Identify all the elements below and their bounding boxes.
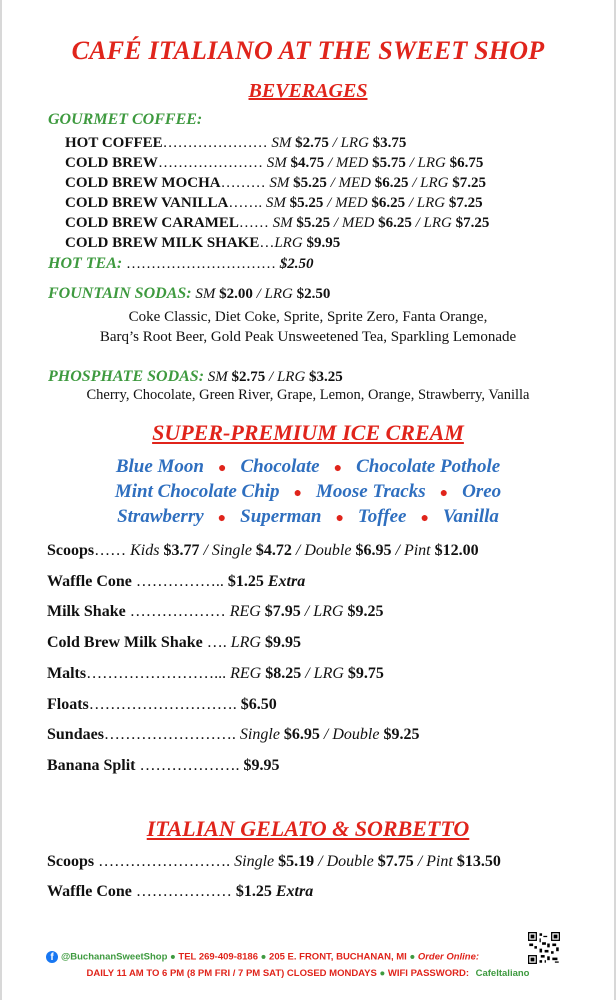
leader-dots: ……………… xyxy=(131,883,232,900)
menu-item-name: Sundaes xyxy=(47,726,104,743)
leader-dots: ……………………. xyxy=(94,853,231,870)
size-label: MED xyxy=(341,215,375,231)
leader-dots: …… xyxy=(94,542,127,559)
footer-bullet: ● xyxy=(170,951,176,963)
coffee-item-prices xyxy=(273,215,490,231)
price-separator: / xyxy=(314,853,327,870)
flavor-name: Blue Moon xyxy=(115,456,204,477)
menu-item-name: Floats xyxy=(47,696,89,713)
coffee-item-prices xyxy=(266,195,483,211)
footer-address: 205 E. FRONT, BUCHANAN, MI xyxy=(269,951,407,963)
hot-tea-price: $2.50 xyxy=(279,256,314,272)
price-value: $3.77 xyxy=(163,542,200,559)
coffee-item-prices xyxy=(274,235,340,251)
footer-wifi-password: CafeItaliano xyxy=(475,968,530,979)
phosphate-sodas-row xyxy=(48,368,343,386)
leader-dots: ……………………... xyxy=(86,665,227,682)
price-value: $8.25 xyxy=(265,665,302,682)
price-separator: / xyxy=(324,155,336,171)
flavor-name: Oreo xyxy=(462,481,502,502)
price-value: $2.00 xyxy=(219,286,253,302)
hot-tea-row xyxy=(48,255,313,273)
coffee-item-name: HOT COFFEE xyxy=(65,135,163,151)
price-value: $6.95 xyxy=(355,542,392,559)
flavor-bullet: ● xyxy=(217,511,227,526)
fountain-sodas-list-2: Barq’s Root Beer, Gold Peak Unsweetened Tea, Sparkling Lemonade xyxy=(99,329,517,345)
gelato-heading: ITALIAN GELATO & SORBETTO xyxy=(146,816,470,841)
menu-title: CAFÉ ITALIANO AT THE SWEET SHOP xyxy=(71,36,545,65)
menu-item-prices xyxy=(230,665,384,682)
flavor-row xyxy=(0,506,616,528)
size-label: Single xyxy=(211,542,252,559)
leader-dots: … xyxy=(259,235,275,251)
price-value: $9.25 xyxy=(383,726,420,743)
size-label: SM xyxy=(207,369,228,385)
footer-phone: TEL 269-409-8186 xyxy=(178,951,258,963)
price-separator: / xyxy=(405,155,418,171)
menu-item-row xyxy=(47,757,279,775)
price-note: Extra xyxy=(267,573,306,590)
fountain-sodas-row xyxy=(48,285,330,303)
leader-dots: ……………… xyxy=(125,603,226,620)
size-label: LRG xyxy=(313,665,344,682)
leader-dots: ……… xyxy=(220,175,266,191)
size-label: Kids xyxy=(130,542,160,559)
size-label: SM xyxy=(271,135,292,151)
leader-dots: ………………. xyxy=(135,757,240,774)
flavor-row xyxy=(0,456,616,478)
price-value: $7.25 xyxy=(455,215,490,231)
price-separator: / xyxy=(411,215,424,231)
leader-dots: ………………………. xyxy=(88,696,237,713)
price-separator: / xyxy=(408,175,421,191)
price-separator: / xyxy=(291,542,305,559)
footer-bullet: ● xyxy=(379,968,386,979)
price-separator: / xyxy=(405,195,417,211)
menu-item-prices xyxy=(231,634,301,651)
price-value: $3.25 xyxy=(309,369,343,385)
price-separator: / xyxy=(301,665,314,682)
fountain-sodas-list-1: Coke Classic, Diet Coke, Sprite, Sprite Zero, Fanta Orange, xyxy=(128,309,488,325)
leader-dots: …… xyxy=(238,215,269,231)
flavor-bullet: ● xyxy=(335,511,344,526)
price-value: $9.95 xyxy=(306,235,341,251)
price-value: $7.95 xyxy=(264,603,301,620)
leader-dots: ……. xyxy=(228,195,263,211)
menu-item-row xyxy=(47,853,501,871)
price-value: $6.75 xyxy=(449,155,484,171)
price-value: $9.95 xyxy=(264,634,301,651)
size-label: SM xyxy=(265,195,286,211)
fountain-sodas-prices xyxy=(195,286,330,302)
gourmet-coffee-label: GOURMET COFFEE: xyxy=(48,111,203,128)
price-value: $7.25 xyxy=(452,175,487,191)
price-separator: / xyxy=(326,175,339,191)
size-label: MED xyxy=(338,175,371,191)
coffee-item-row xyxy=(65,215,489,232)
price-value: $4.75 xyxy=(290,155,325,171)
price-value: $9.95 xyxy=(243,757,280,774)
size-label: LRG xyxy=(230,634,261,651)
price-separator: / xyxy=(328,135,341,151)
size-label: MED xyxy=(335,195,368,211)
facebook-handle: @BuchananSweetShop xyxy=(61,951,168,963)
size-label: Double xyxy=(332,726,380,743)
coffee-item-row xyxy=(65,135,406,152)
leader-dots: ………………… xyxy=(162,135,268,151)
size-label: LRG xyxy=(417,155,446,171)
price-value: $6.25 xyxy=(374,175,409,191)
price-separator: / xyxy=(252,286,265,302)
price-value: $3.75 xyxy=(372,135,407,151)
price-value: $12.00 xyxy=(434,542,479,559)
size-label: SM xyxy=(272,215,293,231)
leader-dots: ……………………. xyxy=(103,726,236,743)
price-value: $2.75 xyxy=(231,369,266,385)
menu-item-name: Cold Brew Milk Shake xyxy=(47,634,203,651)
ice-cream-heading: SUPER-PREMIUM ICE CREAM xyxy=(152,420,464,445)
flavor-bullet: ● xyxy=(420,511,429,526)
qr-code-icon[interactable] xyxy=(528,932,560,964)
price-value: $6.95 xyxy=(283,726,320,743)
price-separator: / xyxy=(391,542,404,559)
menu-item-name: Malts xyxy=(47,665,87,682)
price-value: $9.25 xyxy=(347,603,384,620)
price-value: $5.19 xyxy=(278,853,315,870)
phosphate-sodas-prices xyxy=(208,369,343,385)
menu-item-name: Waffle Cone xyxy=(47,883,132,900)
coffee-item-name: COLD BREW xyxy=(65,155,158,171)
phosphate-sodas-label: PHOSPHATE SODAS: xyxy=(48,368,205,385)
size-label: LRG xyxy=(264,286,293,302)
menu-item-prices xyxy=(234,853,501,870)
menu-item-name: Scoops xyxy=(47,542,95,559)
menu-item-row xyxy=(47,665,384,683)
coffee-item-name: COLD BREW MILK SHAKE xyxy=(65,235,260,251)
menu-item-name: Scoops xyxy=(47,853,95,870)
price-value: $1.25 xyxy=(235,883,272,900)
price-value: $1.25 xyxy=(227,573,264,590)
flavor-bullet: ● xyxy=(439,486,449,501)
size-label: Double xyxy=(326,853,374,870)
size-label: LRG xyxy=(420,175,449,191)
price-value: $5.25 xyxy=(296,215,331,231)
size-label: LRG xyxy=(423,215,452,231)
flavor-name: Toffee xyxy=(357,506,407,527)
price-value: $6.25 xyxy=(371,195,406,211)
size-label: SM xyxy=(269,175,290,191)
price-value: $5.25 xyxy=(289,195,324,211)
coffee-item-name: COLD BREW CARAMEL xyxy=(65,215,239,231)
size-label: Pint xyxy=(426,853,453,870)
size-label: REG xyxy=(230,665,262,682)
menu-item-name: Banana Split xyxy=(47,757,136,774)
leader-dots: …………….. xyxy=(131,573,224,590)
flavor-bullet: ● xyxy=(217,461,227,476)
coffee-item-row xyxy=(65,175,486,192)
menu-item-prices xyxy=(240,726,420,743)
flavor-name: Moose Tracks xyxy=(316,481,426,502)
size-label: LRG xyxy=(416,195,446,211)
price-separator: / xyxy=(319,726,333,743)
leader-dots: …. xyxy=(202,634,227,651)
leader-dots: ………………… xyxy=(157,155,263,171)
price-separator: / xyxy=(199,542,212,559)
flavor-name: Chocolate xyxy=(240,456,320,477)
footer-bullet: ● xyxy=(409,951,416,963)
coffee-item-row xyxy=(65,155,483,172)
coffee-item-prices xyxy=(271,135,406,151)
price-separator: / xyxy=(300,603,314,620)
price-value: $7.25 xyxy=(448,195,483,211)
coffee-item-row xyxy=(65,195,483,212)
price-value: $7.75 xyxy=(377,853,414,870)
menu-item-name: Milk Shake xyxy=(47,603,126,620)
footer-hours-line xyxy=(0,968,616,979)
size-label: LRG xyxy=(313,603,344,620)
footer-hours: DAILY 11 AM TO 6 PM (8 PM FRI / 7 PM SAT) CLOSED MONDAYS xyxy=(86,968,377,979)
price-separator: / xyxy=(330,215,342,231)
price-separator: / xyxy=(265,369,277,385)
menu-item-prices xyxy=(230,603,384,620)
price-value: $13.50 xyxy=(456,853,501,870)
price-value: $5.75 xyxy=(372,155,406,171)
coffee-item-name: COLD BREW VANILLA xyxy=(65,195,229,211)
price-value: $9.75 xyxy=(347,665,384,682)
phosphate-sodas-flavors: Cherry, Chocolate, Green River, Grape, Lemon, Orange, Strawberry, Vanilla xyxy=(86,387,530,403)
size-label: Single xyxy=(239,726,280,743)
footer-bullet: ● xyxy=(260,951,267,963)
fountain-sodas-label: FOUNTAIN SODAS: xyxy=(48,285,192,302)
menu-item-prices xyxy=(130,542,478,559)
hot-tea-label: HOT TEA: xyxy=(48,255,123,272)
price-separator: / xyxy=(323,195,336,211)
size-label: REG xyxy=(229,603,261,620)
flavor-name: Superman xyxy=(240,506,322,527)
price-separator: / xyxy=(413,853,427,870)
footer-order-online: Order Online: xyxy=(417,951,480,963)
flavor-row xyxy=(0,481,616,503)
coffee-item-row xyxy=(65,235,340,252)
menu-item-row xyxy=(47,603,383,621)
menu-item-row xyxy=(47,634,301,652)
beverages-heading: BEVERAGES xyxy=(248,80,368,102)
menu-item-row xyxy=(47,542,479,560)
price-value: $6.25 xyxy=(378,215,412,231)
menu-item-row xyxy=(47,696,277,714)
price-value: $2.50 xyxy=(296,286,331,302)
size-label: LRG xyxy=(340,135,369,151)
menu-item-name: Waffle Cone xyxy=(47,573,132,590)
footer-contact-line xyxy=(46,951,479,963)
hot-tea-dots: ………………………… xyxy=(122,256,280,272)
footer-wifi-label: WIFI PASSWORD: xyxy=(387,968,469,979)
size-label: SM xyxy=(266,155,287,171)
size-label: SM xyxy=(195,286,216,302)
flavor-name: Strawberry xyxy=(117,506,204,527)
size-label: Double xyxy=(304,542,352,559)
menu-item-row xyxy=(47,726,419,744)
flavor-bullet: ● xyxy=(293,486,303,501)
size-label: LRG xyxy=(276,369,306,385)
size-label: Pint xyxy=(403,542,431,559)
coffee-item-prices xyxy=(267,155,484,171)
price-value: $5.25 xyxy=(293,175,327,191)
size-label: Single xyxy=(234,853,275,870)
flavor-bullet: ● xyxy=(333,461,343,476)
coffee-item-prices xyxy=(269,175,486,191)
price-note: Extra xyxy=(275,883,314,900)
size-label: MED xyxy=(335,155,369,171)
price-value: $6.50 xyxy=(240,696,277,713)
size-label: LRG xyxy=(274,235,303,251)
facebook-icon: f xyxy=(46,951,58,963)
menu-item-row xyxy=(47,883,313,901)
coffee-item-name: COLD BREW MOCHA xyxy=(65,175,221,191)
price-value: $4.72 xyxy=(255,542,292,559)
menu-item-row xyxy=(47,573,305,591)
flavor-name: Mint Chocolate Chip xyxy=(114,481,280,502)
flavor-name: Chocolate Pothole xyxy=(356,456,501,477)
price-value: $2.75 xyxy=(295,135,329,151)
flavor-name: Vanilla xyxy=(442,506,499,527)
